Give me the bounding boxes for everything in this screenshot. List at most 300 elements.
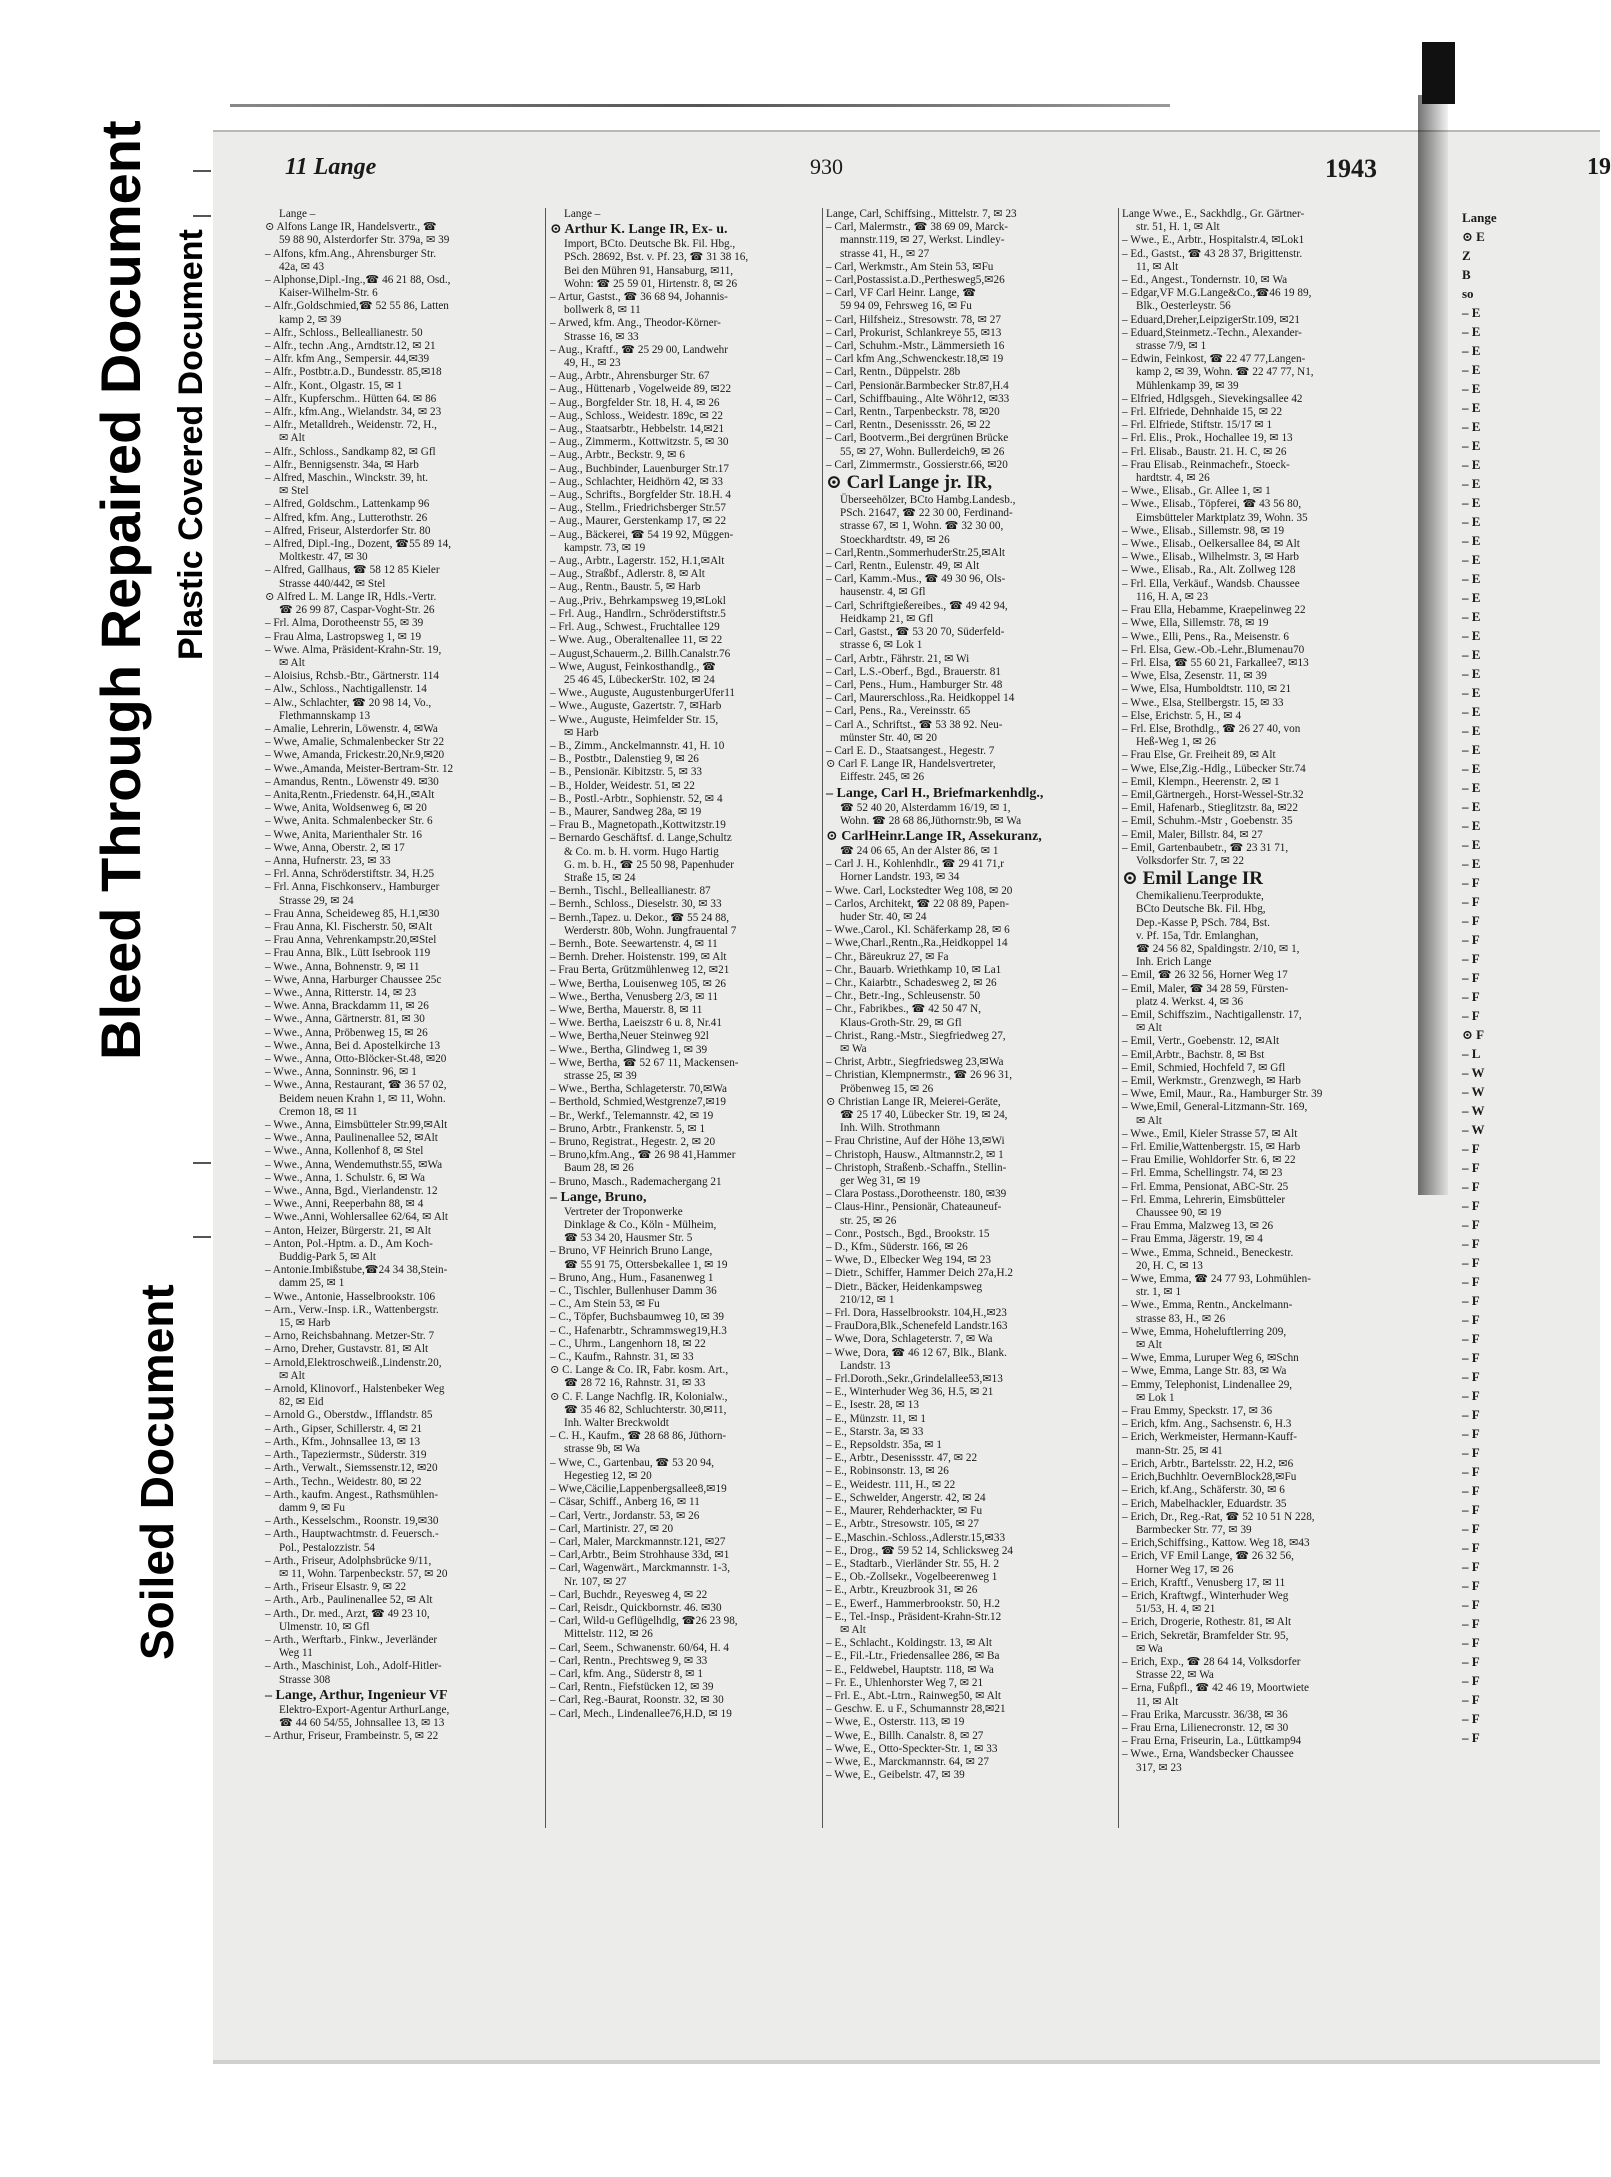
directory-entry-line: – Alfr., Kont., Olgastr. 15, ✉ 1: [265, 379, 403, 392]
directory-entry-line: – F: [1462, 1426, 1480, 1441]
directory-entry-line: – Alfred, Gallhaus, ☎ 58 12 85 Kieler: [265, 564, 440, 577]
directory-entry-line: – Frl. Else, Brothdlg., ☎ 26 27 40, von: [1122, 722, 1301, 735]
directory-entry-line: – Wwe, Anna, Harburger Chaussee 25c: [265, 973, 442, 986]
directory-entry-line: 55, ✉ 27, Wohn. Bullerdeich9, ✉ 26: [840, 445, 1005, 458]
directory-entry-line: – Aug., Zimmerm., Kottwitzstr. 5, ✉ 30: [550, 436, 729, 449]
directory-entry-line: ⊙ C. Lange & Co. IR, Fabr. kosm. Art.,: [550, 1364, 729, 1377]
directory-entry-line: Bei den Mühren 91, Hansaburg, ✉11,: [564, 264, 734, 277]
directory-entry-line: – Frl. Elfriede, Stiftstr. 15/17 ✉ 1: [1122, 419, 1273, 432]
directory-entry-line: ✉ Alt: [279, 656, 305, 669]
directory-entry-line: – Alfr., Bennigsenstr. 34a, ✉ Harb: [265, 458, 419, 471]
directory-entry-line: – Amalie, Lehrerin, Löwenstr. 4, ✉Wa: [265, 722, 438, 735]
directory-entry-line: – Wwe., Elisab., Wilhelmstr. 3, ✉ Harb: [1122, 551, 1299, 564]
margin-tick: [193, 170, 211, 172]
directory-entry-line: – Wwe,Emil, General-Litzmann-Str. 169,: [1122, 1101, 1308, 1114]
directory-entry-line: – Aug., Schloss., Weidestr. 189c, ✉ 22: [550, 409, 723, 422]
directory-entry-line: – Wwe., Elisab., Sillemstr. 98, ✉ 19: [1122, 524, 1285, 537]
directory-entry-line: – F: [1462, 951, 1480, 966]
directory-entry-line: Heidkamp 21, ✉ Gfl: [840, 612, 934, 625]
directory-entry-line: – F: [1462, 1274, 1480, 1289]
directory-entry-line: – F: [1462, 1559, 1480, 1574]
directory-entry-line: Straße 15, ✉ 24: [564, 871, 636, 884]
directory-entry-line: – Aug., Arbtr., Lagerstr. 152, H.1,✉Alt: [550, 555, 725, 568]
directory-entry-line: – Lange, Carl H., Briefmarkenhdlg.,: [826, 785, 1044, 801]
directory-entry-line: – Bernh., Bote. Seewartenstr. 4, ✉ 11: [550, 937, 718, 950]
directory-entry-line: – E: [1462, 305, 1481, 320]
directory-entry-line: – Erich,Schiffsing., Kattow. Weg 18, ✉43: [1122, 1537, 1310, 1550]
directory-entry-line: – Emil,Gärtnergeh., Horst-Wessel-Str.32: [1122, 788, 1304, 801]
directory-entry-line: – Carl, Bootverm.,Bei dergrünen Brücke: [826, 432, 1009, 445]
directory-entry-line: – Alfr., techn .Ang., Arndtstr.12, ✉ 21: [265, 340, 436, 353]
directory-entry-line: Landstr. 13: [840, 1359, 891, 1372]
directory-entry-line: hausenstr. 4, ✉ Gfl: [840, 586, 926, 599]
directory-entry-line: Import, BCto. Deutsche Bk. Fil. Hbg.,: [564, 238, 736, 251]
directory-entry-line: – Alfred, Friseur, Alsterdorfer Str. 80: [265, 524, 431, 537]
directory-entry-line: – Aug., Staatsarbtr., Hebbelstr. 14,✉21: [550, 423, 725, 436]
directory-entry-line: – Wwe., Elisab., Gr. Allee 1, ✉ 1: [1122, 485, 1271, 498]
directory-entry-line: Inh. Wilh. Strothmann: [840, 1122, 941, 1135]
directory-entry-line: – Bruno, Registrat., Hegestr. 2, ✉ 20: [550, 1136, 716, 1149]
directory-entry-line: – W: [1462, 1065, 1485, 1080]
directory-entry-line: – Frau Erna, Friseurin, La., Lüttkamp94: [1122, 1735, 1302, 1748]
directory-entry-line: – Alw., Schloss., Nachtigallenstr. 14: [265, 683, 427, 696]
directory-entry-line: – Wwe., Anna, Bgd., Vierlandenstr. 12: [265, 1185, 438, 1198]
directory-entry-line: Chemikalienu.Teerprodukte,: [1136, 890, 1264, 903]
directory-entry-line: – E: [1462, 514, 1481, 529]
column-divider: [822, 208, 823, 1828]
directory-entry-line: – E: [1462, 856, 1481, 871]
directory-entry-line: – Arnold G., Oberstdw., Ifflandstr. 85: [265, 1409, 433, 1422]
directory-entry-line: – E., Weidestr. 111, H., ✉ 22: [826, 1478, 956, 1491]
directory-entry-line: – Dietr., Bäcker, Heidenkampsweg: [826, 1280, 983, 1293]
directory-entry-line: Heß-Weg 1, ✉ 26: [1136, 736, 1216, 749]
directory-entry-line: – Erich, Exp., ☎ 28 64 14, Volksdorfer: [1122, 1655, 1301, 1668]
directory-entry-line: – F: [1462, 989, 1480, 1004]
directory-entry-line: Lange, Carl, Schiffsing., Mittelstr. 7, ✉ 23: [826, 208, 1017, 220]
directory-entry-line: – E: [1462, 590, 1481, 605]
directory-entry-line: – C., Kaufm., Rahnstr. 31, ✉ 33: [550, 1351, 694, 1364]
directory-entry-line: – Bruno, Arbtr., Frankenstr. 5, ✉ 1: [550, 1122, 706, 1135]
directory-entry-line: – Wwe, Elsa, Zesenstr. 11, ✉ 39: [1122, 670, 1267, 683]
directory-entry-line: ✉ Alt: [1136, 1339, 1162, 1352]
directory-entry-line: – Carl, Martinistr. 27, ✉ 20: [550, 1522, 674, 1535]
directory-entry-line: ✉ Harb: [564, 726, 599, 739]
directory-entry-line: Chaussee 90, ✉ 19: [1136, 1207, 1222, 1220]
directory-entry-line: – E: [1462, 837, 1481, 852]
directory-entry-line: – Wwe, E., Geibelstr. 47, ✉ 39: [826, 1769, 965, 1782]
directory-entry-line: – Erich, Kraftwgf., Winterhuder Weg: [1122, 1589, 1289, 1602]
directory-entry-line: – Wwe, Amalie, Schmalenbecker Str 22: [265, 736, 445, 749]
directory-entry-line: – Arth., Kfm., Johnsallee 13, ✉ 13: [265, 1435, 421, 1448]
directory-entry-line: – B., Maurer, Sandweg 28a, ✉ 19: [550, 805, 702, 818]
directory-entry-line: – Christ, Arbtr., Siegfriedsweg 23,✉Wa: [826, 1056, 1004, 1069]
directory-entry-line: – E.,Maschin.-Schloss.,Adlerstr.15,✉33: [826, 1531, 1006, 1544]
directory-entry-line: v. Pf. 15a, Tdr. Emlanghan,: [1136, 929, 1259, 942]
directory-entry-line: – Wwe., E., Arbtr., Hospitalstr.4, ✉Lok1: [1122, 234, 1305, 247]
directory-entry-line: – E: [1462, 704, 1481, 719]
directory-entry-line: – C., Uhrm., Langenhorn 18, ✉ 22: [550, 1337, 706, 1350]
directory-entry-line: – Wwe., Erna, Wandsbecker Chaussee: [1122, 1748, 1294, 1761]
directory-entry-line: – Erich, kf.Ang., Schäferstr. 30, ✉ 6: [1122, 1484, 1285, 1497]
directory-entry-line: G. m. b. H., ☎ 25 50 98, Papenhuder: [564, 858, 734, 871]
directory-entry-line: – Wwe, C., Gartenbau, ☎ 53 20 94,: [550, 1456, 715, 1469]
directory-entry-line: – Carl,Arbtr., Beim Strohhause 33d, ✉1: [550, 1549, 730, 1562]
directory-entry-line: – Alfr., kfm.Ang., Wielandstr. 34, ✉ 23: [265, 406, 442, 419]
directory-entry-line: – Aug., Stellm., Friedrichsberger Str.57: [550, 502, 726, 515]
directory-entry-line: – Frau Anna, Kl. Fischerstr. 50, ✉Alt: [265, 920, 433, 933]
directory-entry-line: – Wwe., Elisab., Oelkersallee 84, ✉ Alt: [1122, 538, 1300, 551]
directory-entry-line: – Frau Erika, Marcusstr. 36/38, ✉ 36: [1122, 1708, 1288, 1721]
directory-entry-line: – Arth., Gipser, Schillerstr. 4, ✉ 21: [265, 1422, 423, 1435]
directory-entry-line: kampstr. 73, ✉ 19: [564, 541, 646, 554]
directory-entry-line: – Wwe.,Carol., Kl. Schäferkamp 28, ✉ 6: [826, 924, 1010, 937]
directory-entry-line: – Aug., Bäckerei, ☎ 54 19 92, Müggen-: [550, 528, 734, 541]
page-bottom-edge: [213, 2060, 1600, 2064]
directory-entry-line: Überseehölzer, BCto Hambg.Landesb.,: [840, 494, 1016, 507]
directory-entry-line: – E: [1462, 818, 1481, 833]
directory-entry-line: – E., Stadtarb., Vierländer Str. 55, H. 2: [826, 1557, 1000, 1570]
directory-entry-line: – Erich, Drogerie, Rothestr. 81, ✉ Alt: [1122, 1616, 1292, 1629]
directory-entry-line: ☎ 35 46 82, Schluchterstr. 30,✉11,: [564, 1403, 727, 1416]
directory-entry-line: – Carl, Hilfsheiz., Stresowstr. 78, ✉ 27: [826, 313, 1001, 326]
directory-entry-line: – F: [1462, 1160, 1480, 1175]
directory-entry-line: ⊙ Carl Lange jr. IR,: [826, 472, 993, 494]
directory-entry-line: – Bruno,kfm.Ang., ☎ 26 98 41,Hammer: [550, 1149, 736, 1162]
directory-entry-line: – B., Holder, Weidestr. 51, ✉ 22: [550, 779, 695, 792]
directory-entry-line: – Carl, Werkmstr., Am Stein 53, ✉Fu: [826, 260, 994, 273]
directory-entry-line: – Wwe, E., Billh. Canalstr. 8, ✉ 27: [826, 1729, 984, 1742]
directory-entry-line: – E., Repsoldstr. 35a, ✉ 1: [826, 1439, 942, 1452]
directory-entry-line: – Arth., Friseur, Adolphsbrücke 9/11,: [265, 1554, 432, 1567]
directory-entry-line: – E., Isestr. 28, ✉ 13: [826, 1399, 919, 1412]
directory-entry-line: Hegestieg 12, ✉ 20: [564, 1469, 652, 1482]
directory-entry-line: – Alfred, Goldschm., Lattenkamp 96: [265, 498, 430, 511]
directory-entry-line: – Frl. Elisab., Baustr. 21. H. C, ✉ 26: [1122, 445, 1287, 458]
directory-entry-line: – Conr., Postsch., Bgd., Brookstr. 15: [826, 1227, 990, 1240]
directory-entry-line: – Geschw. E. u F., Schumannstr 28,✉21: [826, 1703, 1006, 1716]
directory-entry-line: 25 46 45, LübeckerStr. 102, ✉ 24: [564, 673, 715, 686]
directory-entry-line: – Alfons, kfm.Ang., Ahrensburger Str.: [265, 247, 437, 260]
directory-entry-line: – E: [1462, 476, 1481, 491]
column-divider: [545, 208, 546, 1828]
directory-entry-line: – Wwe., Anna, Otto-Blöcker-St.48, ✉20: [265, 1053, 447, 1065]
directory-entry-line: – Carl, Wagenwärt., Marckmannstr. 1-3,: [550, 1562, 731, 1575]
directory-entry-line: – Wwe, Else,Zig.-Hdlg., Lübecker Str.74: [1122, 762, 1306, 775]
directory-entry-line: – Wwe., Elisab., Töpferei, ☎ 43 56 80,: [1122, 498, 1302, 511]
directory-entry-line: – Erich, Mabelhackler, Eduardstr. 35: [1122, 1497, 1287, 1510]
header-section-name: 11 Lange: [285, 154, 377, 180]
directory-entry-line: Volksdorfer Str. 7, ✉ 22: [1136, 854, 1244, 867]
directory-entry-line: PSch. 28692, Bst. v. Pf. 23, ☎ 31 38 16,: [564, 251, 749, 264]
directory-entry-line: – F: [1462, 1521, 1480, 1536]
directory-entry-line: – Chr., Betr.-Ing., Schleusenstr. 50: [826, 990, 981, 1003]
directory-entry-line: – E., Starstr. 3a, ✉ 33: [826, 1425, 924, 1438]
directory-entry-line: – Frl. Emma, Schellingstr. 74, ✉ 23: [1122, 1167, 1283, 1180]
directory-entry-line: – Emil, Schuhm.-Mstr , Goebenstr. 35: [1122, 815, 1293, 828]
directory-entry-line: – Emil, Schmied, Hochfeld 7, ✉ Gfl: [1122, 1061, 1286, 1074]
directory-entry-line: – F: [1462, 913, 1480, 928]
directory-entry-line: – Wwe., Anna, Pröbenweg 15, ✉ 26: [265, 1026, 428, 1039]
directory-entry-line: – Wwe., Emma, Schneid., Beneckestr.: [1122, 1246, 1294, 1259]
directory-entry-line: Cremon 18, ✉ 11: [279, 1105, 358, 1118]
directory-entry-line: – Antonie.Imbißstube,☎24 34 38,Stein-: [265, 1264, 448, 1277]
directory-entry-line: – E: [1462, 419, 1481, 434]
directory-entry-line: – Frl. Anna, Fischkonserv., Hamburger: [265, 881, 440, 894]
directory-entry-line: – Arth., Werftarb., Finkw., Jeverländer: [265, 1633, 438, 1646]
directory-entry-line: Strasse 440/442, ✉ Stel: [279, 577, 386, 590]
directory-entry-line: – Wwe., Anna, Eimsbütteler Str.99,✉Alt: [265, 1119, 448, 1132]
directory-entry-line: – E: [1462, 343, 1481, 358]
directory-entry-line: Stoeckhardtstr. 49, ✉ 26: [840, 533, 950, 546]
directory-entry-line: – Carl, Pens., Ra., Vereinsstr. 65: [826, 705, 971, 718]
directory-entry-line: – Aug., Arbtr., Beckstr. 9, ✉ 6: [550, 449, 685, 462]
directory-entry-line: – Carl, Schriftgießereibes., ☎ 49 42 94,: [826, 599, 1008, 612]
directory-entry-line: – Wwe, Emma, Luruper Weg 6, ✉Schn: [1122, 1352, 1299, 1365]
directory-entry-line: – Frau Emma, Jägerstr. 19, ✉ 4: [1122, 1233, 1263, 1246]
directory-entry-line: – Carl, Pens., Hum., Hamburger Str. 48: [826, 678, 1003, 691]
directory-entry-line: – Alfred, Dipl.-Ing., Dozent, ☎55 89 14,: [265, 538, 452, 551]
directory-entry-line: Strasse 22, ✉ Wa: [1136, 1669, 1214, 1682]
column-divider: [1118, 208, 1119, 1828]
directory-entry-line: bollwerk 8, ✉ 11: [564, 304, 641, 317]
directory-entry-line: 59 88 90, Alsterdorfer Str. 379a, ✉ 39: [279, 234, 450, 247]
directory-entry-line: – Bernardo Geschäftsf. d. Lange,Schultz: [550, 832, 732, 845]
directory-entry-line: – Elfried, Hdlgsgeh., Sievekingsallee 42: [1122, 392, 1303, 405]
directory-entry-line: – Wwe., Anna, Paulinenallee 52, ✉Alt: [265, 1132, 438, 1145]
directory-entry-line: ⊙ C. F. Lange Nachflg. IR, Kolonialw.,: [550, 1390, 728, 1403]
directory-entry-line: – Clara Postass.,Dorotheenstr. 180, ✉39: [826, 1188, 1007, 1201]
directory-entry-line: – Frl. Dora, Hasselbrookstr. 104,H.,✉23: [826, 1307, 1007, 1320]
directory-entry-line: – Wwe., Anna, Sonninstr. 96, ✉ 1: [265, 1066, 417, 1079]
directory-entry-line: – E., Winterhuder Weg 36, H.5, ✉ 21: [826, 1386, 994, 1399]
directory-entry-line: – E., Arbtr., Desenissstr. 47, ✉ 22: [826, 1452, 978, 1465]
directory-entry-line: – Carl, Rentn., Prechtsweg 9, ✉ 33: [550, 1654, 708, 1667]
directory-entry-line: – Wwe., Antonie, Hasselbrookstr. 106: [265, 1290, 436, 1303]
directory-entry-line: – Emil, Maler, ☎ 34 28 59, Fürsten-: [1122, 982, 1289, 995]
directory-entry-line: – Alfr., Schloss., Belleallianestr. 50: [265, 326, 423, 339]
directory-column-5-partial: [1462, 208, 1597, 1828]
directory-entry-line: – Christoph, Straßenb.-Schaffn., Stellin-: [826, 1161, 1007, 1174]
directory-entry-line: – Bruno, Ang., Hum., Fasanenweg 1: [550, 1271, 714, 1284]
directory-entry-line: – Cäsar, Schiff., Anberg 16, ✉ 11: [550, 1496, 700, 1509]
directory-entry-line: – Wwe, Bertha, ☎ 52 67 11, Mackensen-: [550, 1056, 739, 1069]
directory-entry-line: str. 51, H. 1, ✉ Alt: [1136, 221, 1220, 234]
directory-entry-line: – Carl, Zimmermstr., Gossierstr.66, ✉20: [826, 458, 1008, 471]
directory-entry-line: 20, H. C, ✉ 13: [1136, 1259, 1203, 1272]
directory-entry-line: – Frl. Ella, Verkäuf., Wandsb. Chaussee: [1122, 577, 1300, 590]
directory-entry-line: – Berthold, Schmied,Westgrenze7,✉19: [550, 1096, 726, 1109]
directory-entry-line: – E: [1462, 533, 1481, 548]
directory-entry-line: – Amandus, Rentn., Löwenstr 49. ✉30: [265, 775, 439, 788]
directory-entry-line: – Frl. Alma, Dorotheenstr 55, ✉ 39: [265, 617, 424, 630]
directory-entry-line: – Carl, L.S.-Oberf., Bgd., Brauerstr. 81: [826, 665, 1001, 678]
directory-entry-line: – Carl J. H., Kohlenhdlr., ☎ 29 41 71,r: [826, 858, 1005, 871]
directory-entry-line: – Frau Ella, Hebamme, Kraepelinweg 22: [1122, 604, 1306, 617]
directory-entry-line: – E., Ob.-Zollsekr., Vogelbeerenweg 1: [826, 1571, 998, 1584]
directory-entry-line: – Aug., Maurer, Gerstenkamp 17, ✉ 22: [550, 515, 727, 528]
directory-entry-line: – Wwe., Anna, Bei d. Apostelkirche 13: [265, 1039, 441, 1052]
directory-entry-line: – Alfred, kfm. Ang., Lutterothstr. 26: [265, 511, 428, 524]
directory-entry-line: & Co. m. b. H. vorm. Hugo Hartig: [564, 845, 719, 858]
directory-entry-line: – Ed., Gastst., ☎ 43 28 37, Brigittenstr.: [1122, 247, 1303, 260]
directory-entry-line: – Aug., Schrifts., Borgfelder Str. 18.H. 4: [550, 489, 731, 502]
directory-entry-line: – E: [1462, 666, 1481, 681]
page-corner-mark: [1422, 42, 1455, 104]
directory-entry-line: – Erich, kfm. Ang., Sachsenstr. 6, H.3: [1122, 1418, 1292, 1431]
directory-column-2: [550, 208, 826, 1828]
directory-entry-line: – E., Münzstr. 11, ✉ 1: [826, 1412, 927, 1425]
directory-entry-line: – Fr. E., Uhlenhorster Weg 7, ✉ 21: [826, 1676, 984, 1689]
directory-entry-line: – F: [1462, 1464, 1480, 1479]
directory-entry-line: – Aug., Hüttenarb , Vogelweide 89, ✉22: [550, 383, 732, 396]
directory-entry-line: – Frl. Elfriede, Dehnhaide 15, ✉ 22: [1122, 406, 1283, 419]
directory-entry-line: – Carlos, Architekt, ☎ 22 08 89, Papen-: [826, 897, 1009, 910]
directory-entry-line: – F: [1462, 1502, 1480, 1517]
directory-entry-line: – Wwe, Bertha, Mauerstr. 8, ✉ 11: [550, 1003, 703, 1016]
directory-entry-line: – C., Tischler, Bullenhuser Damm 36: [550, 1285, 717, 1298]
directory-entry-line: ☎ 28 72 16, Rahnstr. 31, ✉ 33: [564, 1377, 706, 1390]
directory-entry-line: – Emil,Arbtr., Bachstr. 8, ✉ Bst: [1122, 1048, 1265, 1061]
directory-entry-line: – F: [1462, 1255, 1480, 1270]
directory-entry-line: – E., Ewerf., Hammerbrookstr. 50, H.2: [826, 1597, 1000, 1610]
directory-entry-line: Lange: [1462, 210, 1497, 225]
directory-entry-line: – FrauDora,Blk.,Schenefeld Landstr.163: [826, 1320, 1008, 1333]
directory-entry-line: ⊙ Carl F. Lange IR, Handelsvertreter,: [826, 758, 996, 771]
directory-entry-line: – Chr., Fabrikbes., ☎ 42 50 47 N,: [826, 1003, 982, 1016]
directory-entry-line: – F: [1462, 1483, 1480, 1498]
directory-entry-line: – Chr., Bauarb. Wriethkamp 10, ✉ La1: [826, 963, 1002, 976]
directory-entry-line: – F: [1462, 1445, 1480, 1460]
directory-entry-line: – Frl. Elsa, Gew.-Ob.-Lehr.,Blumenau70: [1122, 643, 1305, 656]
directory-entry-line: Klaus-Groth-Str. 29, ✉ Gfl: [840, 1016, 962, 1029]
directory-entry-line: – B., Postl.-Arbtr., Sophienstr. 52, ✉ 4: [550, 792, 723, 805]
directory-entry-line: Horner Weg 17, ✉ 26: [1136, 1563, 1234, 1576]
directory-entry-line: – B., Postbtr., Dalenstieg 9, ✉ 26: [550, 753, 699, 766]
directory-entry-line: – Frau Elisab., Reinmachefr., Stoeck-: [1122, 458, 1290, 471]
directory-entry-line: BCto Deutsche Bk. Fil. Hbg,: [1136, 903, 1266, 916]
directory-entry-line: – Arth., Verwalt., Siemssenstr.12, ✉20: [265, 1462, 438, 1475]
directory-entry-line: Flethmannskamp 13: [279, 709, 371, 722]
directory-entry-line: – Anita,Rentn.,Friedenstr. 64,H.,✉Alt: [265, 788, 435, 801]
directory-entry-line: Buddig-Park 5, ✉ Alt: [279, 1251, 377, 1264]
directory-entry-line: Barmbecker Str. 77, ✉ 39: [1136, 1523, 1252, 1536]
directory-entry-line: – Wwe., Elisab., Ra., Alt. Zollweg 128: [1122, 564, 1296, 577]
directory-entry-line: – Wwe, E., Osterstr. 113, ✉ 19: [826, 1716, 965, 1729]
directory-entry-line: – Frau Emma, Malzweg 13, ✉ 26: [1122, 1220, 1274, 1233]
directory-entry-line: – Frl. Elsa, ☎ 55 60 21, Farkallee7, ✉13: [1122, 656, 1309, 669]
directory-entry-line: damm 9, ✉ Fu: [279, 1501, 345, 1514]
directory-entry-line: – Wwe. Bertha, Laeiszstr 6 u. 8, Nr.41: [550, 1017, 722, 1030]
directory-entry-line: – Bernh. Dreher. Hoistenstr. 199, ✉ Alt: [550, 951, 727, 964]
directory-entry-line: – F: [1462, 1635, 1480, 1650]
directory-entry-line: – Lange, Bruno,: [550, 1189, 647, 1205]
directory-entry-line: – Wwe., Emma, Rentn., Anckelmann-: [1122, 1299, 1293, 1312]
directory-entry-line: – Erich, Sekretär, Bramfelder Str. 95,: [1122, 1629, 1289, 1642]
directory-entry-line: – Aug.,Priv., Behrkampsweg 19,✉Lokl: [550, 594, 726, 607]
directory-entry-line: – Erich, Dr., Reg.-Rat, ☎ 52 10 51 N 228,: [1122, 1510, 1315, 1523]
directory-entry-line: – Frau Christine, Auf der Höhe 13,✉Wi: [826, 1135, 1005, 1148]
directory-entry-line: Inh. Walter Breckwoldt: [564, 1417, 669, 1430]
directory-entry-line: ✉ Alt: [279, 432, 305, 445]
directory-entry-line: – F: [1462, 1369, 1480, 1384]
bleed-through-stamp: Bleed Through Repaired Document: [89, 120, 152, 1060]
directory-entry-line: – Christoph, Hausw., Altmannstr.2, ✉ 1: [826, 1148, 1004, 1161]
directory-entry-line: 51/53, H. 4, ✉ 21: [1136, 1603, 1216, 1616]
directory-entry-line: – B., Zimm., Anckelmannstr. 41, H. 10: [550, 739, 725, 752]
plastic-covered-stamp: Plastic Covered Document: [172, 229, 210, 660]
directory-entry-line: – W: [1462, 1122, 1485, 1137]
directory-entry-line: – Aug., Kraftf., ☎ 25 29 00, Landwehr: [550, 343, 728, 356]
directory-entry-line: – Carl A., Schriftst., ☎ 53 38 92. Neu-: [826, 718, 1003, 731]
directory-entry-line: – F: [1462, 1217, 1480, 1232]
directory-entry-line: ⊙ Alfred L. M. Lange IR, Hdls.-Vertr.: [265, 590, 437, 603]
directory-entry-line: – Wwe, Anita, Marienthaler Str. 16: [265, 828, 423, 841]
directory-entry-line: str. 25, ✉ 26: [840, 1214, 897, 1227]
directory-entry-line: – Eduard,Steinmetz.-Techn., Alexander-: [1122, 326, 1302, 339]
margin-tick: [193, 1162, 211, 1164]
directory-entry-line: – Erich, Werkmeister, Hermann-Kauff-: [1122, 1431, 1297, 1444]
directory-entry-line: – Aug., Schlachter, Heidhörn 42, ✉ 33: [550, 475, 723, 488]
directory-entry-line: – Claus-Hinr., Pensionär, Chateauneuf-: [826, 1201, 1002, 1214]
directory-entry-line: huder Str. 40, ✉ 24: [840, 910, 927, 923]
directory-entry-line: – F: [1462, 1312, 1480, 1327]
directory-entry-line: – Arth., Maschinist, Loh., Adolf-Hitler-: [265, 1660, 442, 1673]
directory-entry-line: – Wwe.,Amanda, Meister-Bertram-Str. 12: [265, 762, 454, 775]
directory-entry-line: – Arth., Friseur Elsastr. 9, ✉ 22: [265, 1581, 407, 1594]
directory-entry-line: – Wwe, E., Marckmannstr. 64, ✉ 27: [826, 1755, 989, 1768]
directory-entry-line: – Frau Emmy, Speckstr. 17, ✉ 36: [1122, 1405, 1273, 1418]
directory-entry-line: – Arnold,Elektroschweiß.,Lindenstr.20,: [265, 1356, 442, 1369]
directory-entry-line: damm 25, ✉ 1: [279, 1277, 345, 1290]
directory-entry-line: – E: [1462, 742, 1481, 757]
directory-entry-line: – Frl. Aug., Schwest., Fruchtallee 129: [550, 621, 720, 634]
directory-entry-line: – Wwe., Anna, Restaurant, ☎ 36 57 02,: [265, 1079, 447, 1092]
directory-entry-line: Strasse 308: [279, 1673, 331, 1686]
directory-entry-line: – Arth., Tapeziermstr., Süderstr. 319: [265, 1449, 427, 1462]
directory-entry-line: Dinklage & Co., Köln - Mülheim,: [564, 1219, 717, 1232]
directory-entry-line: ☎ 44 60 54/55, Johnsallee 13, ✉ 13: [279, 1716, 445, 1729]
directory-entry-line: – Carl, Rentn., Desenissstr. 26, ✉ 22: [826, 419, 991, 432]
directory-entry-line: – E: [1462, 571, 1481, 586]
directory-entry-line: – Wwe, Dora, ☎ 46 12 67, Blk., Blank.: [826, 1346, 1007, 1359]
directory-entry-line: strasse 6, ✉ Lok 1: [840, 639, 923, 652]
directory-entry-line: – Aug., Rentn., Baustr. 5, ✉ Harb: [550, 581, 701, 594]
directory-entry-line: – F: [1462, 1388, 1480, 1403]
directory-entry-line: strasse 7/9, ✉ 1: [1136, 340, 1207, 353]
directory-entry-line: – F: [1462, 894, 1480, 909]
directory-entry-line: Mühlenkamp 39, ✉ 39: [1136, 379, 1239, 392]
directory-entry-line: 59 94 09, Fehrsweg 16, ✉ Fu: [840, 300, 972, 313]
directory-entry-line: – Frau Berta, Grützmühlenweg 12, ✉21: [550, 964, 730, 977]
margin-tick: [193, 1236, 211, 1238]
directory-entry-line: – Chr., Bäreukruz 27, ✉ Fa: [826, 950, 949, 963]
directory-entry-line: – Aug., Straßbf., Adlerstr. 8, ✉ Alt: [550, 568, 705, 581]
directory-entry-line: – W: [1462, 1084, 1485, 1099]
directory-entry-line: strasse 9b, ✉ Wa: [564, 1443, 641, 1456]
directory-entry-line: Baum 28, ✉ 26: [564, 1162, 634, 1175]
directory-entry-line: – Wwe., Elli, Pens., Ra., Meisenstr. 6: [1122, 630, 1289, 643]
directory-entry-line: strasse 67, ✉ 1, Wohn. ☎ 32 30 00,: [840, 520, 1004, 533]
directory-entry-line: – F: [1462, 875, 1480, 890]
directory-column-3: [826, 208, 1121, 1828]
margin-tick: [193, 215, 211, 217]
directory-entry-line: – Wwe., Bertha, Venusberg 2/3, ✉ 11: [550, 990, 719, 1003]
directory-entry-line: 210/12, ✉ 1: [840, 1293, 895, 1306]
directory-entry-line: – Emmy, Telephonist, Lindenallee 29,: [1122, 1378, 1293, 1391]
directory-entry-line: Eimsbütteler Marktplatz 39, Wohn. 35: [1136, 511, 1308, 524]
directory-entry-line: – Frl. Emma, Pensionat, ABC-Str. 25: [1122, 1180, 1289, 1193]
directory-entry-line: ✉ Alt: [1136, 1114, 1162, 1127]
